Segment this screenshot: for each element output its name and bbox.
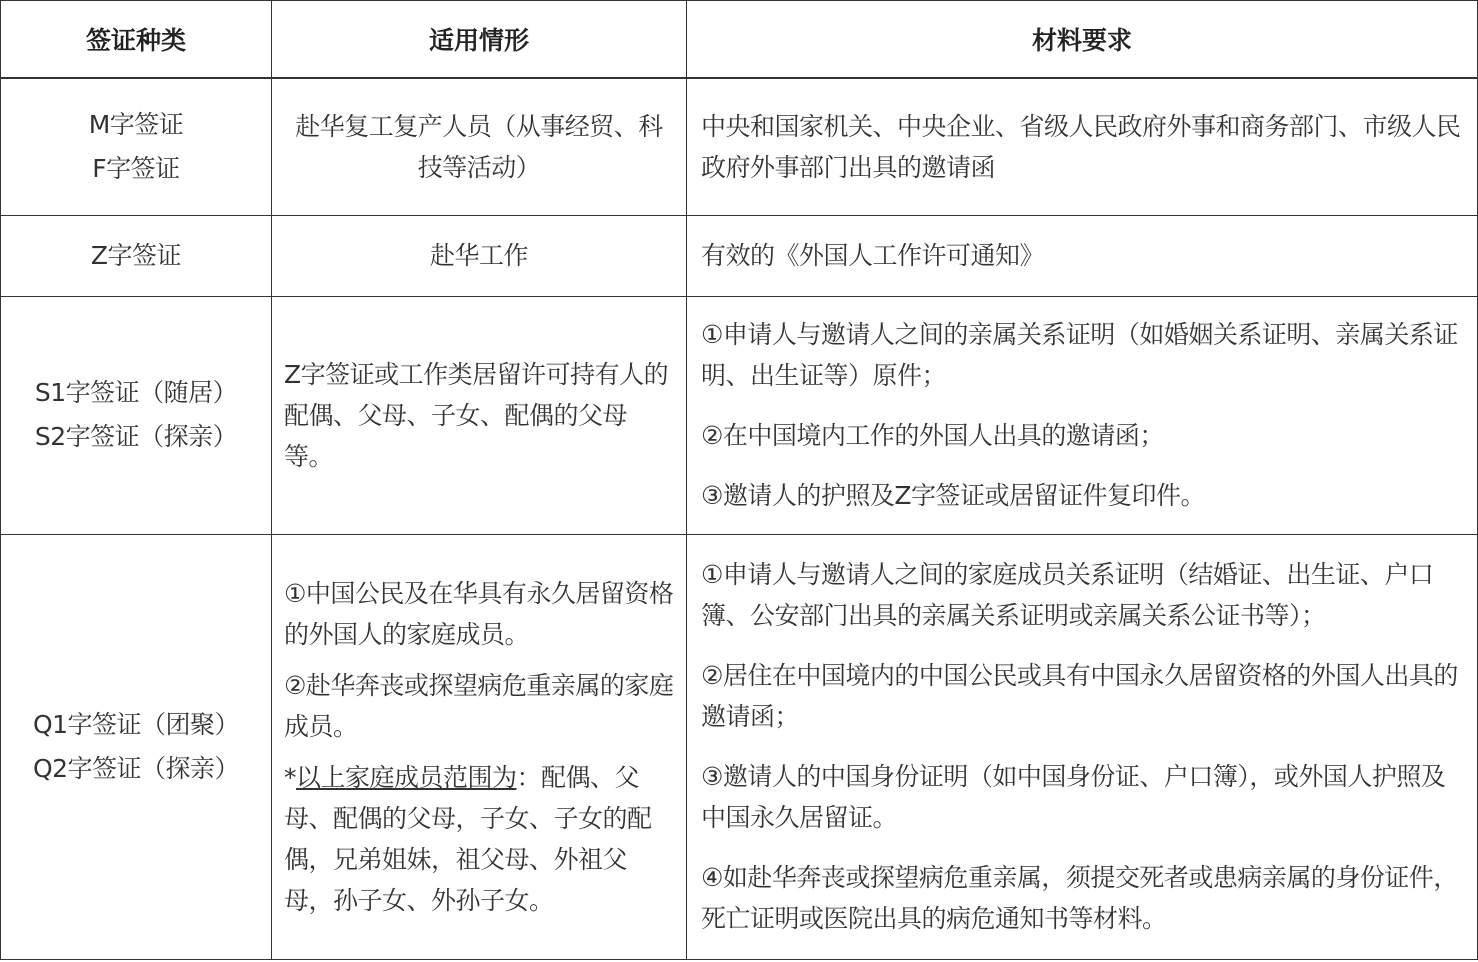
situation-text: Z字签证或工作类居留许可持有人的配偶、父母、子女、配偶的父母等。 xyxy=(284,359,669,471)
situation-text: 赴华复工复产人员（从事经贸、科技等活动） xyxy=(295,111,663,182)
materials-item: ③邀请人的中国身份证明（如中国身份证、户口簿），或外国人护照及中国永久居留证。 xyxy=(701,762,1446,832)
situation-item: ②赴华奔丧或探望病危重亲属的家庭成员。 xyxy=(284,670,674,741)
family-scope-note xyxy=(284,757,674,921)
table-row xyxy=(1,215,1478,296)
visa-type-cell xyxy=(1,534,272,959)
situation-cell xyxy=(272,215,687,296)
visa-type-cell xyxy=(1,296,272,534)
visa-type-label: F字签证 xyxy=(92,153,180,183)
note-rest-text: ：配偶、父母、配偶的父母，子女、子女的配偶，兄弟姐妹，祖父母、外祖父母，孙子女、外孙子女。 xyxy=(284,762,652,915)
visa-type-label: Q2字签证（探亲） xyxy=(32,753,240,783)
materials-cell xyxy=(687,78,1478,215)
visa-type-label: Z字签证 xyxy=(90,240,182,270)
table-header-row xyxy=(1,1,1478,79)
table-row xyxy=(1,78,1478,215)
visa-type-cell xyxy=(1,78,272,215)
materials-item: ②在中国境内工作的外国人出具的邀请函； xyxy=(701,421,1164,450)
situation-cell xyxy=(272,78,687,215)
note-underlined-text: 以上家庭成员范围为 xyxy=(296,762,517,792)
note-prefix: * xyxy=(284,762,296,792)
materials-text: 中央和国家机关、中央企业、省级人民政府外事和商务部门、市级人民政府外事部门出具的邀请函 xyxy=(701,111,1461,182)
materials-text: 有效的《外国人工作许可通知》 xyxy=(701,241,1045,270)
situation-item: ①中国公民及在华具有永久居留资格的外国人的家庭成员。 xyxy=(284,578,674,649)
visa-type-label: Q1字签证（团聚） xyxy=(32,709,240,739)
situation-text: 赴华工作 xyxy=(429,241,528,270)
header-applicable-situation: 适用情形 xyxy=(272,1,687,79)
materials-item: ③邀请人的护照及Z字签证或居留证件复印件。 xyxy=(701,481,1206,510)
materials-cell xyxy=(687,534,1478,959)
visa-type-label: M字签证 xyxy=(88,109,184,139)
situation-cell xyxy=(272,296,687,534)
table-row xyxy=(1,296,1478,534)
table-row xyxy=(1,534,1478,959)
visa-type-label: S1字签证（随居） xyxy=(34,378,238,407)
header-visa-type: 签证种类 xyxy=(1,1,272,79)
header-material-requirements: 材料要求 xyxy=(687,1,1478,79)
materials-cell xyxy=(687,215,1478,296)
materials-cell xyxy=(687,296,1478,534)
materials-item: ①申请人与邀请人之间的亲属关系证明（如婚姻关系证明、亲属关系证明、出生证等）原件； xyxy=(701,320,1458,390)
situation-cell xyxy=(272,534,687,959)
materials-item: ②居住在中国境内的中国公民或具有中国永久居留资格的外国人出具的邀请函； xyxy=(701,661,1458,731)
materials-item: ①申请人与邀请人之间的家庭成员关系证明（结婚证、出生证、户口簿、公安部门出具的亲属关系证明或亲属关系公证书等）； xyxy=(701,560,1434,630)
visa-type-cell xyxy=(1,215,272,296)
visa-type-label: S2字签证（探亲） xyxy=(34,422,238,451)
materials-item: ④如赴华奔丧或探望病危重亲属，须提交死者或患病亲属的身份证件，死亡证明或医院出具的病危通知书等材料。 xyxy=(701,863,1458,933)
